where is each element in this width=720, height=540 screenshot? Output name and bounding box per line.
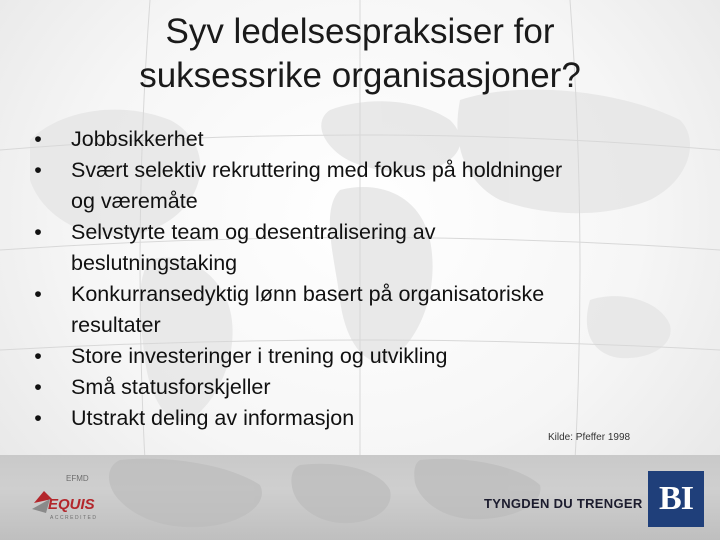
- bullet-marker: •: [34, 158, 42, 182]
- title-line-1: Syv ledelsespraksiser for: [165, 12, 555, 51]
- bullet-item: [28, 341, 688, 372]
- bullet-item: [28, 155, 688, 217]
- bullet-item: [28, 124, 688, 155]
- bullet-marker: •: [34, 375, 42, 399]
- equis-name-text: EQUIS: [48, 496, 95, 513]
- bullet-text: Svært selektiv rekruttering med fokus på holdninger: [71, 158, 563, 182]
- bullet-marker: •: [34, 344, 42, 368]
- bullet-marker: •: [34, 220, 42, 244]
- slide-title: [40, 10, 680, 98]
- equis-accredited-text: ACCREDITED: [50, 515, 98, 521]
- equis-efmd-text: EFMD: [66, 474, 89, 483]
- bullet-text: Store investeringer i trening og utvikling: [71, 344, 448, 368]
- bullet-item: [28, 217, 688, 279]
- bullet-text: Utstrakt deling av informasjon: [71, 406, 355, 430]
- bullet-text: Små statusforskjeller: [71, 375, 271, 399]
- bullet-marker: •: [34, 127, 42, 151]
- bullet-marker: •: [34, 406, 42, 430]
- bullet-text-continued: og væremåte: [71, 189, 198, 213]
- footer-tagline: TYNGDEN DU TRENGER: [484, 496, 643, 511]
- bullet-text: Selvstyrte team og desentralisering av: [71, 220, 436, 244]
- bullet-list: [28, 124, 688, 434]
- bullet-item: [28, 403, 688, 434]
- bullet-text: Konkurransedyktig lønn basert på organisatoriske: [71, 282, 545, 306]
- bullet-text-continued: beslutningstaking: [71, 251, 238, 275]
- source-citation: Kilde: Pfeffer 1998: [548, 432, 631, 443]
- title-line-2: suksessrike organisasjoner?: [139, 56, 581, 95]
- equis-logo: [28, 469, 108, 529]
- bullet-marker: •: [34, 282, 42, 306]
- bullet-text-continued: resultater: [71, 313, 161, 337]
- bullet-text: Jobbsikkerhet: [71, 127, 204, 151]
- bi-logo: BI: [648, 471, 704, 527]
- bullet-item: [28, 279, 688, 341]
- bullet-item: [28, 372, 688, 403]
